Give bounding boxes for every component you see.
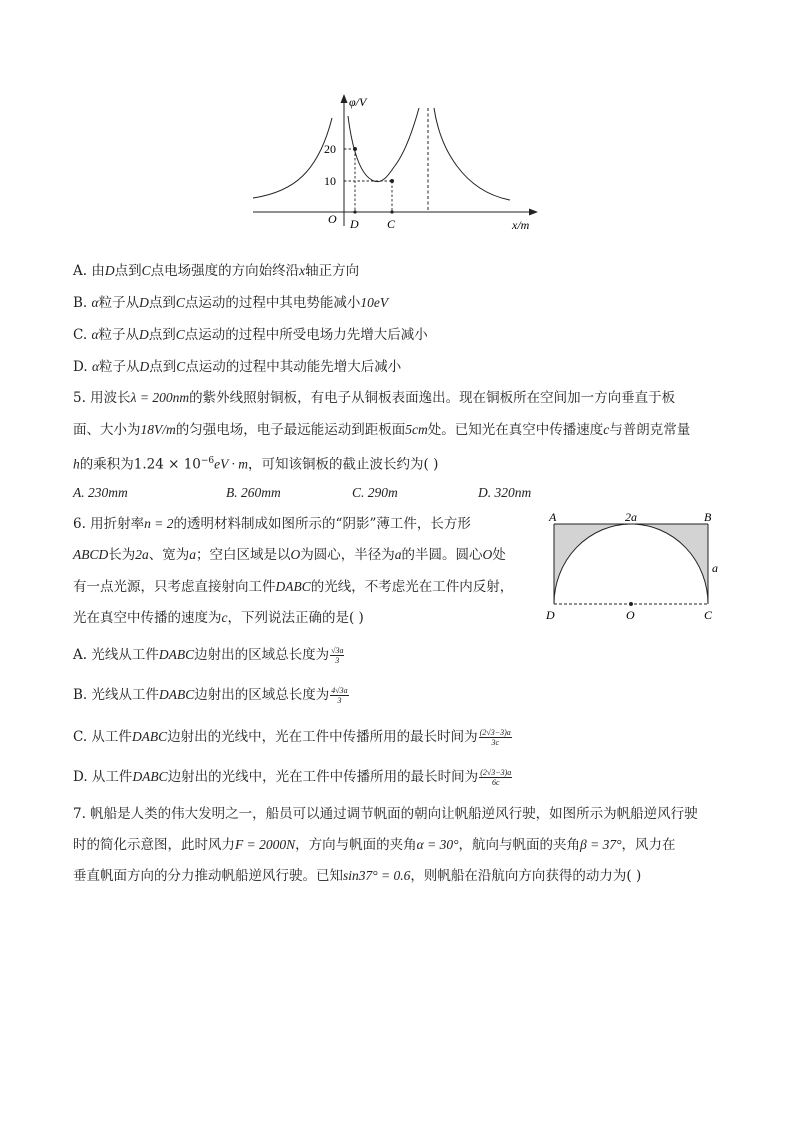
point-c-label: C [387, 217, 396, 231]
y-axis-arrow-icon [341, 94, 348, 103]
q6-option-c[interactable]: C. 从工件DABC边射出的光线中，光在工件中传播所用的最长时间为 $\frac{(2√3-3)a}{3c}$ [73, 728, 511, 747]
axis-c-dot [390, 210, 393, 213]
right-curve [434, 108, 510, 200]
q6-option-d[interactable]: D. 从工件DABC边射出的光线中，光在工件中传播所用的最长时间为 $\frac{(2√3-3)a}{6c}$ [73, 768, 512, 787]
label-c: C [704, 608, 713, 622]
x-axis-arrow-icon [529, 209, 538, 216]
middle-curve [348, 108, 419, 182]
q5-option-d[interactable]: D. 320nm [478, 485, 532, 500]
axis-d-dot [353, 210, 356, 213]
q4-option-a[interactable]: A. 由D点到C点电场强度的方向始终沿x轴正方向 [73, 263, 360, 279]
tick-10-label: 10 [324, 174, 336, 188]
q5-option-c[interactable]: C. 290m [352, 485, 398, 500]
q6-line-2: ABCD长为2a、宽为a；空白区域是以O为圆心，半径为a的半圆。圆心O处 [73, 547, 506, 563]
label-b: B [704, 510, 712, 524]
label-a: A [549, 510, 557, 524]
label-side-a: a [712, 561, 718, 575]
point-d-dot [353, 147, 357, 151]
q7-line-2: 时的简化示意图，此时风力F = 2000N，方向与帆面的夹角α = 30°，航向与帆面的夹角β = 37°，风力在 [73, 837, 676, 853]
q4-option-b[interactable]: B. α粒子从D点到C点运动的过程中其电势能减小10eV [73, 295, 389, 311]
rect-semicircle-figure [540, 510, 730, 625]
point-d-label: D [350, 217, 359, 231]
q6-option-b[interactable]: B. 光线从工件DABC边射出的区域总长度为 $\frac{4√3a}{3}$ [73, 686, 348, 705]
point-c-dot [390, 179, 394, 183]
q5-option-b[interactable]: B. 260mm [226, 485, 281, 500]
q6-line-1: 6. 用折射率n = 2的透明材料制成如图所示的“阴影”薄工件，长方形 [73, 516, 471, 532]
q4-option-d[interactable]: D. α粒子从D点到C点运动的过程中其动能先增大后减小 [73, 359, 402, 375]
q7-line-3: 垂直帆面方向的分力推动帆船逆风行驶。已知sin37° = 0.6，则帆船在沿航向方向获得的动力为( ) [73, 868, 642, 884]
q5-line-2: 面、大小为18V/m的匀强电场，电子最远能运动到距板面5cm处。已知光在真空中传播速度c与普朗克常量 [73, 422, 691, 438]
q6-line-4: 光在真空中传播的速度为c，下列说法正确的是( ) [73, 610, 364, 626]
y-axis-label: φ/V [349, 95, 367, 109]
q6-option-a[interactable]: A. 光线从工件DABC边射出的区域总长度为 $\frac{√3a}{3}$ [73, 646, 344, 665]
label-2a: 2a [625, 510, 637, 524]
q7-line-1: 7. 帆船是人类的伟大发明之一，船员可以通过调节帆面的朝向让帆船逆风行驶，如图所示为帆船逆风行驶 [73, 806, 698, 822]
label-d: D [546, 608, 555, 622]
q5-line-1: 5. 用波长λ = 200nm的紫外线照射铜板，有电子从铜板表面逸出。现在铜板所在空间加一方向垂直于板 [73, 390, 676, 406]
left-curve [253, 118, 332, 198]
label-o: O [626, 608, 635, 622]
tick-20-label: 20 [324, 142, 336, 156]
center-o-dot [629, 602, 633, 606]
q4-option-c[interactable]: C. α粒子从D点到C点运动的过程中所受电场力先增大后减小 [73, 327, 428, 343]
q6-line-3: 有一点光源，只考虑直接射向工件DABC的光线，不考虑光在工件内反射， [73, 579, 514, 595]
q5-line-3: h的乘积为$1.24 \times 10^{-6}eV \cdot m$，可知该铜板的截止波长约为( ) [73, 456, 439, 473]
potential-graph [248, 88, 548, 238]
x-axis-label: x/m [512, 218, 530, 232]
origin-label: O [328, 212, 337, 226]
q5-option-a[interactable]: A. 230mm [73, 485, 128, 500]
